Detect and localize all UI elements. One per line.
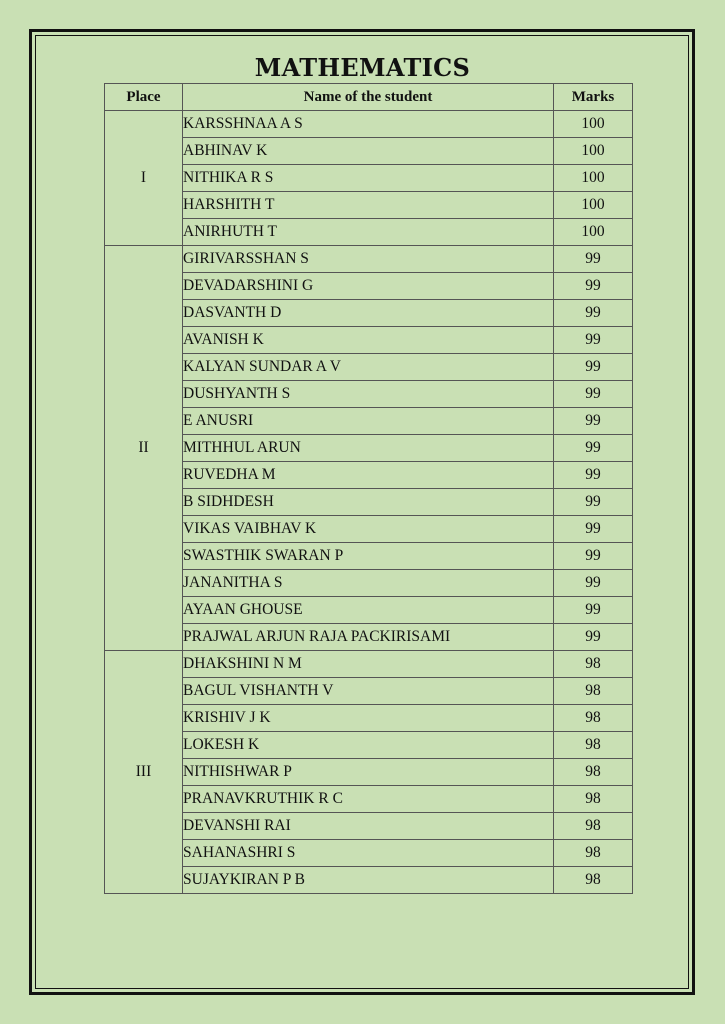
student-name-cell: NITHISHWAR P	[183, 759, 554, 786]
table-row	[105, 300, 633, 327]
marks-cell: 98	[554, 813, 633, 840]
marks-cell: 98	[554, 705, 633, 732]
table-row	[105, 219, 633, 246]
student-name-cell: PRANAVKRUTHIK R C	[183, 786, 554, 813]
header-marks: Marks	[554, 84, 633, 111]
marks-cell: 99	[554, 381, 633, 408]
results-table	[104, 83, 633, 894]
place-cell: I	[105, 111, 183, 246]
table-row	[105, 678, 633, 705]
table-row	[105, 489, 633, 516]
marks-cell: 99	[554, 570, 633, 597]
student-name-cell: ANIRHUTH T	[183, 219, 554, 246]
table-row	[105, 327, 633, 354]
table-body	[105, 111, 633, 894]
table-row	[105, 813, 633, 840]
student-name-cell: HARSHITH T	[183, 192, 554, 219]
marks-cell: 98	[554, 786, 633, 813]
student-name-cell: AYAAN GHOUSE	[183, 597, 554, 624]
table-row	[105, 165, 633, 192]
student-name-cell: JANANITHA S	[183, 570, 554, 597]
marks-cell: 99	[554, 327, 633, 354]
table-row	[105, 732, 633, 759]
page-title: MATHEMATICS	[254, 53, 471, 82]
student-name-cell: DUSHYANTH S	[183, 381, 554, 408]
table-row	[105, 354, 633, 381]
student-name-cell: DHAKSHINI N M	[183, 651, 554, 678]
student-name-cell: VIKAS VAIBHAV K	[183, 516, 554, 543]
table-row	[105, 840, 633, 867]
marks-cell: 99	[554, 300, 633, 327]
student-name-cell: B SIDHDESH	[183, 489, 554, 516]
table-row	[105, 705, 633, 732]
table-row	[105, 273, 633, 300]
table-row	[105, 651, 633, 678]
student-name-cell: PRAJWAL ARJUN RAJA PACKIRISAMI	[183, 624, 554, 651]
student-name-cell: SWASTHIK SWARAN P	[183, 543, 554, 570]
student-name-cell: SAHANASHRI S	[183, 840, 554, 867]
marks-cell: 99	[554, 354, 633, 381]
marks-cell: 98	[554, 840, 633, 867]
marks-cell: 98	[554, 732, 633, 759]
marks-cell: 99	[554, 408, 633, 435]
marks-cell: 98	[554, 867, 633, 894]
student-name-cell: DEVANSHI RAI	[183, 813, 554, 840]
table-row	[105, 570, 633, 597]
marks-cell: 99	[554, 462, 633, 489]
student-name-cell: ABHINAV K	[183, 138, 554, 165]
student-name-cell: BAGUL VISHANTH V	[183, 678, 554, 705]
marks-cell: 99	[554, 489, 633, 516]
student-name-cell: DASVANTH D	[183, 300, 554, 327]
header-place: Place	[105, 84, 183, 111]
table-row	[105, 435, 633, 462]
table-row	[105, 111, 633, 138]
table-row	[105, 597, 633, 624]
place-cell: II	[105, 246, 183, 651]
student-name-cell: KARSSHNAA A S	[183, 111, 554, 138]
table-row	[105, 543, 633, 570]
table-row	[105, 624, 633, 651]
marks-cell: 100	[554, 165, 633, 192]
marks-cell: 100	[554, 219, 633, 246]
student-name-cell: E ANUSRI	[183, 408, 554, 435]
marks-cell: 100	[554, 111, 633, 138]
student-name-cell: SUJAYKIRAN P B	[183, 867, 554, 894]
marks-cell: 98	[554, 678, 633, 705]
marks-cell: 99	[554, 624, 633, 651]
marks-cell: 100	[554, 138, 633, 165]
student-name-cell: RUVEDHA M	[183, 462, 554, 489]
table-row	[105, 192, 633, 219]
table-row	[105, 786, 633, 813]
student-name-cell: LOKESH K	[183, 732, 554, 759]
marks-cell: 100	[554, 192, 633, 219]
student-name-cell: AVANISH K	[183, 327, 554, 354]
table-row	[105, 138, 633, 165]
table-row	[105, 516, 633, 543]
table-row	[105, 246, 633, 273]
place-cell: III	[105, 651, 183, 894]
table-row	[105, 381, 633, 408]
marks-cell: 99	[554, 543, 633, 570]
marks-cell: 98	[554, 759, 633, 786]
table-row	[105, 759, 633, 786]
table-row	[105, 408, 633, 435]
table-row	[105, 867, 633, 894]
marks-cell: 99	[554, 246, 633, 273]
student-name-cell: KALYAN SUNDAR A V	[183, 354, 554, 381]
marks-cell: 99	[554, 273, 633, 300]
marks-cell: 99	[554, 597, 633, 624]
student-name-cell: GIRIVARSSHAN S	[183, 246, 554, 273]
student-name-cell: KRISHIV J K	[183, 705, 554, 732]
marks-cell: 99	[554, 516, 633, 543]
table-header-row	[105, 84, 633, 111]
student-name-cell: MITHHUL ARUN	[183, 435, 554, 462]
student-name-cell: NITHIKA R S	[183, 165, 554, 192]
table-row	[105, 462, 633, 489]
marks-cell: 98	[554, 651, 633, 678]
header-name: Name of the student	[183, 84, 554, 111]
marks-cell: 99	[554, 435, 633, 462]
student-name-cell: DEVADARSHINI G	[183, 273, 554, 300]
